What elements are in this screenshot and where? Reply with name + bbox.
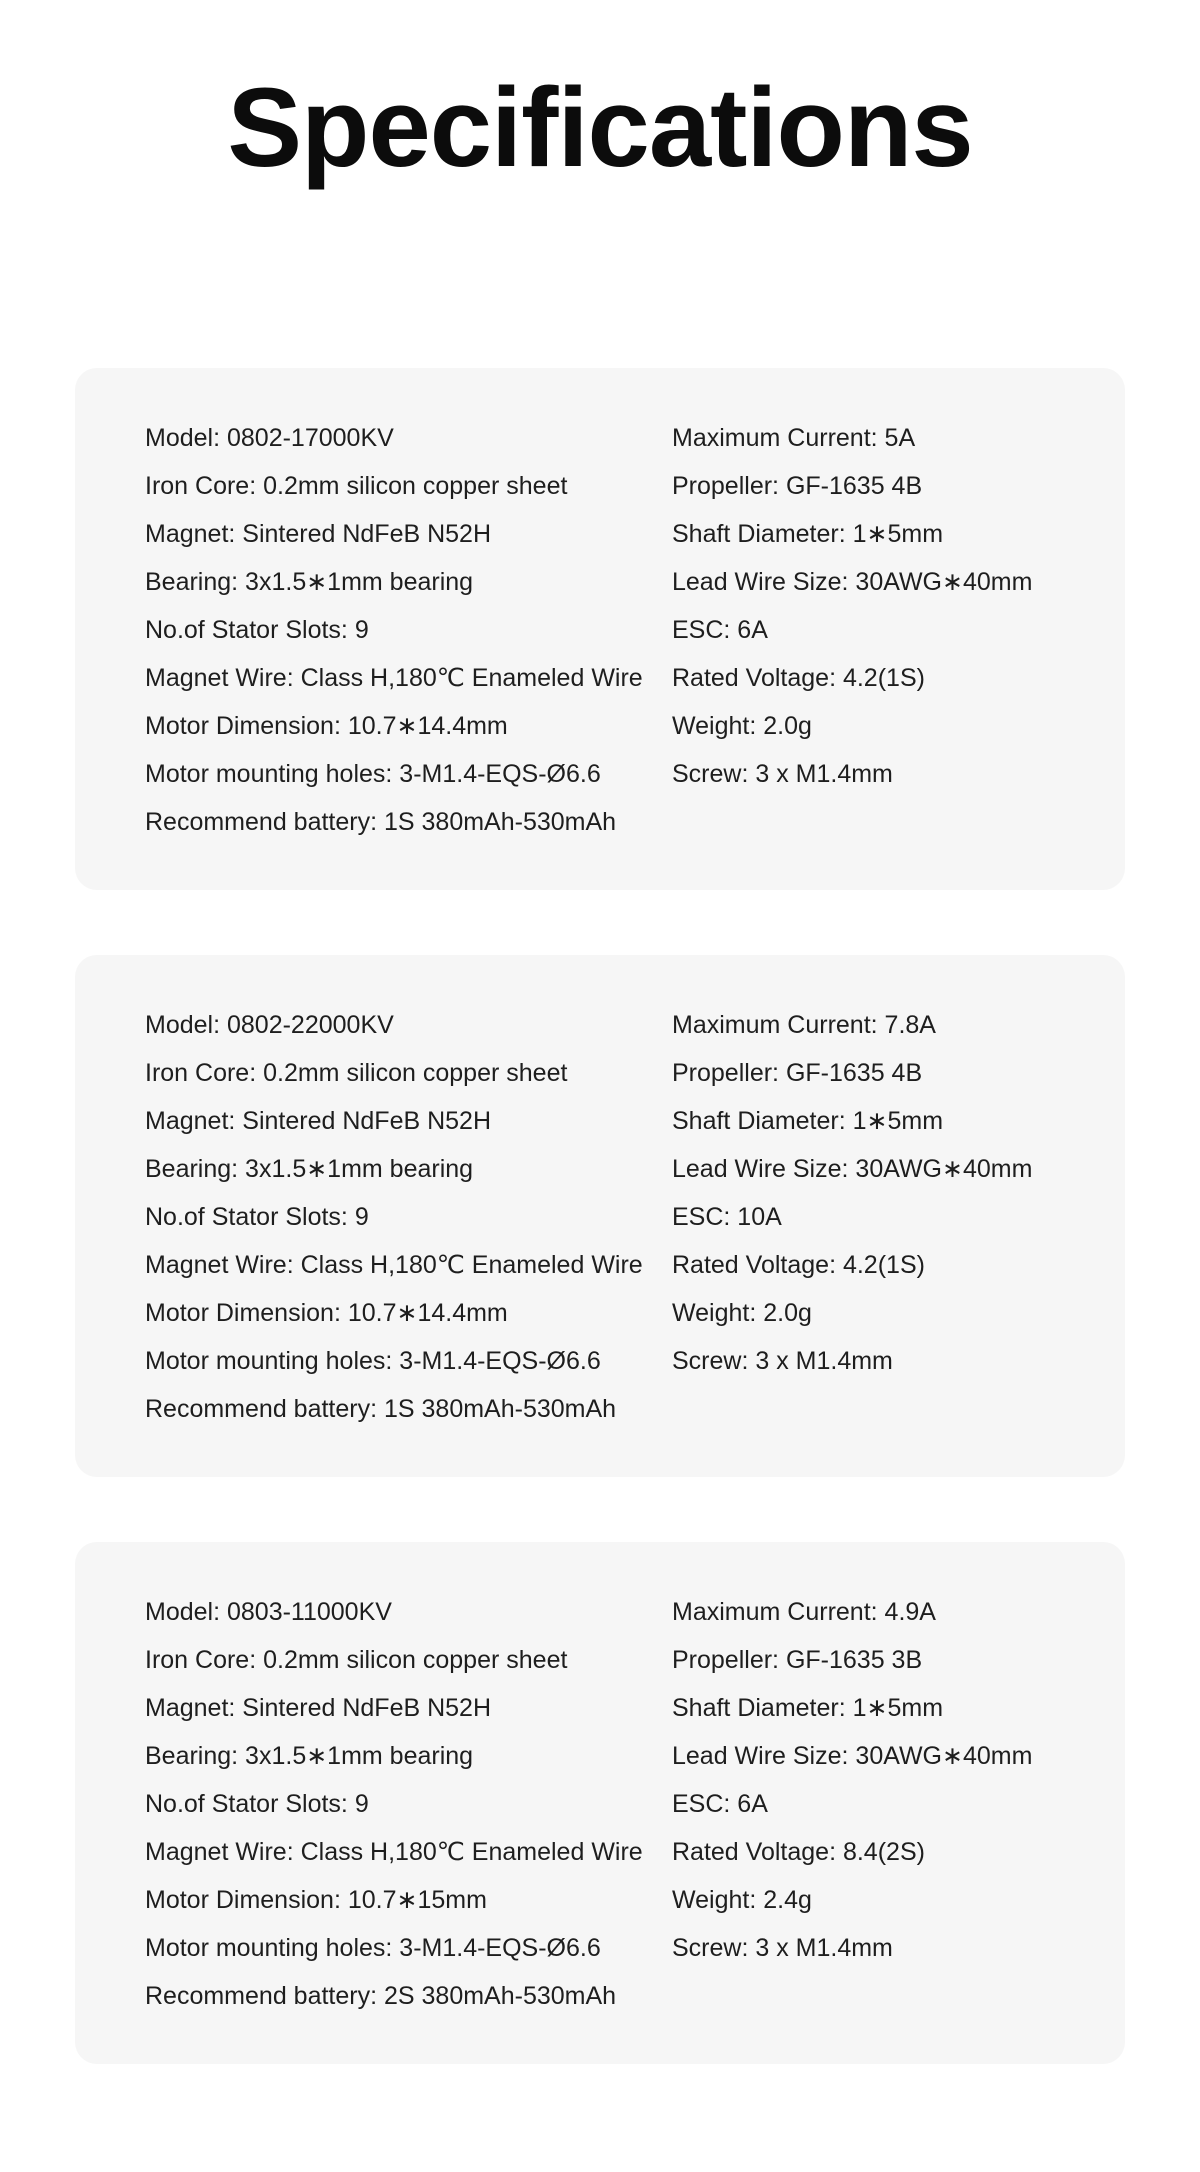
- spec-max-current: Maximum Current: 4.9A: [672, 1598, 936, 1626]
- spec-motor-dimension: Motor Dimension: 10.7∗14.4mm: [145, 712, 508, 740]
- spec-screw: Screw: 3 x M1.4mm: [672, 760, 893, 788]
- spec-recommend-battery: Recommend battery: 1S 380mAh-530mAh: [145, 808, 617, 836]
- spec-esc: ESC: 6A: [672, 1790, 768, 1818]
- spec-weight: Weight: 2.4g: [672, 1886, 812, 1914]
- spec-iron-core: Iron Core: 0.2mm silicon copper sheet: [145, 472, 568, 500]
- spec-motor-dimension: Motor Dimension: 10.7∗15mm: [145, 1886, 487, 1914]
- spec-column-right: [672, 414, 1085, 798]
- spec-propeller: Propeller: GF-1635 4B: [672, 472, 923, 500]
- spec-mounting-holes: Motor mounting holes: 3-M1.4-EQS-Ø6.6: [145, 1934, 601, 1962]
- spec-card-0802-17000kv: [75, 368, 1125, 890]
- spec-esc: ESC: 10A: [672, 1203, 782, 1231]
- spec-magnet-wire: Magnet Wire: Class H,180℃ Enameled Wire: [145, 664, 643, 692]
- spec-propeller: Propeller: GF-1635 4B: [672, 1059, 923, 1087]
- spec-stator-slots: No.of Stator Slots: 9: [145, 616, 369, 644]
- spec-shaft-diameter: Shaft Diameter: 1∗5mm: [672, 520, 944, 548]
- spec-weight: Weight: 2.0g: [672, 712, 812, 740]
- spec-model: Model: 0802-22000KV: [145, 1011, 394, 1039]
- spec-stator-slots: No.of Stator Slots: 9: [145, 1790, 369, 1818]
- spec-mounting-holes: Motor mounting holes: 3-M1.4-EQS-Ø6.6: [145, 1347, 601, 1375]
- spec-magnet: Magnet: Sintered NdFeB N52H: [145, 1694, 492, 1722]
- spec-lead-wire-size: Lead Wire Size: 30AWG∗40mm: [672, 1155, 1033, 1183]
- spec-mounting-holes: Motor mounting holes: 3-M1.4-EQS-Ø6.6: [145, 760, 601, 788]
- spec-model: Model: 0803-11000KV: [145, 1598, 392, 1626]
- spec-recommend-battery: Recommend battery: 1S 380mAh-530mAh: [145, 1395, 617, 1423]
- spec-bearing: Bearing: 3x1.5∗1mm bearing: [145, 1155, 474, 1183]
- spec-magnet: Magnet: Sintered NdFeB N52H: [145, 1107, 492, 1135]
- spec-column-right: [672, 1588, 1085, 1972]
- spec-lead-wire-size: Lead Wire Size: 30AWG∗40mm: [672, 568, 1033, 596]
- spec-model: Model: 0802-17000KV: [145, 424, 394, 452]
- spec-magnet-wire: Magnet Wire: Class H,180℃ Enameled Wire: [145, 1251, 643, 1279]
- spec-column-right: [672, 1001, 1085, 1385]
- spec-stator-slots: No.of Stator Slots: 9: [145, 1203, 369, 1231]
- specifications-page: [0, 65, 1200, 2064]
- spec-weight: Weight: 2.0g: [672, 1299, 812, 1327]
- spec-propeller: Propeller: GF-1635 3B: [672, 1646, 923, 1674]
- spec-bearing: Bearing: 3x1.5∗1mm bearing: [145, 568, 474, 596]
- spec-column-left: [145, 1588, 672, 2020]
- spec-max-current: Maximum Current: 5A: [672, 424, 916, 452]
- spec-recommend-battery: Recommend battery: 2S 380mAh-530mAh: [145, 1982, 617, 2010]
- spec-magnet-wire: Magnet Wire: Class H,180℃ Enameled Wire: [145, 1838, 643, 1866]
- spec-column-left: [145, 414, 672, 846]
- spec-iron-core: Iron Core: 0.2mm silicon copper sheet: [145, 1059, 568, 1087]
- spec-iron-core: Iron Core: 0.2mm silicon copper sheet: [145, 1646, 568, 1674]
- spec-max-current: Maximum Current: 7.8A: [672, 1011, 936, 1039]
- spec-bearing: Bearing: 3x1.5∗1mm bearing: [145, 1742, 474, 1770]
- spec-motor-dimension: Motor Dimension: 10.7∗14.4mm: [145, 1299, 508, 1327]
- spec-screw: Screw: 3 x M1.4mm: [672, 1934, 893, 1962]
- page-title: Specifications: [227, 65, 973, 190]
- spec-column-left: [145, 1001, 672, 1433]
- spec-shaft-diameter: Shaft Diameter: 1∗5mm: [672, 1107, 944, 1135]
- spec-card-0802-22000kv: [75, 955, 1125, 1477]
- spec-shaft-diameter: Shaft Diameter: 1∗5mm: [672, 1694, 944, 1722]
- spec-card-0803-11000kv: [75, 1542, 1125, 2064]
- spec-esc: ESC: 6A: [672, 616, 768, 644]
- spec-screw: Screw: 3 x M1.4mm: [672, 1347, 893, 1375]
- spec-rated-voltage: Rated Voltage: 4.2(1S): [672, 664, 925, 692]
- spec-rated-voltage: Rated Voltage: 4.2(1S): [672, 1251, 925, 1279]
- spec-lead-wire-size: Lead Wire Size: 30AWG∗40mm: [672, 1742, 1033, 1770]
- spec-magnet: Magnet: Sintered NdFeB N52H: [145, 520, 492, 548]
- spec-rated-voltage: Rated Voltage: 8.4(2S): [672, 1838, 925, 1866]
